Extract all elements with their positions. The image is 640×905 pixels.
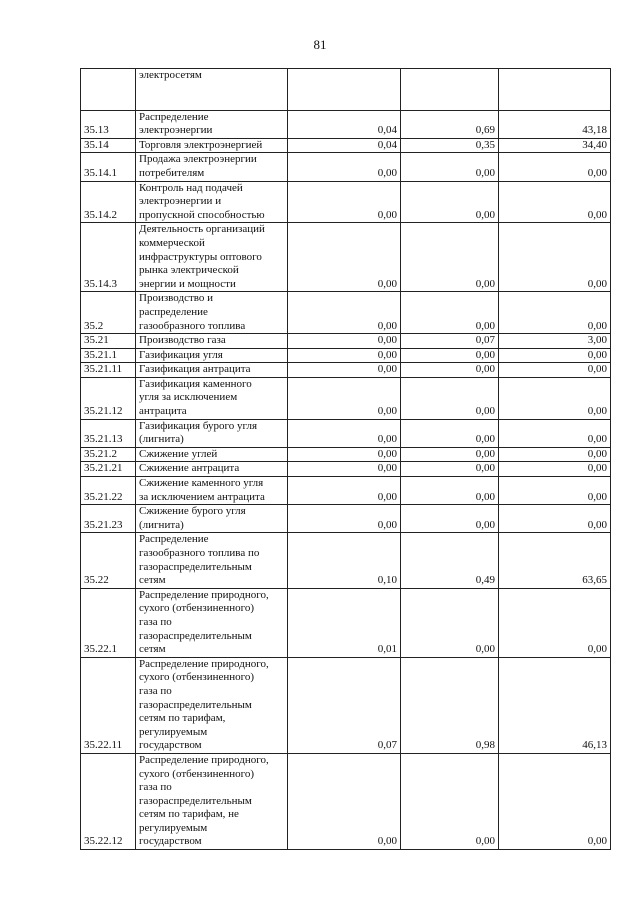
row-value-v2: 0,00 [401,447,499,462]
table-row [81,377,611,419]
row-value-v3: 63,65 [499,533,611,588]
row-name-line: Распределение природного, [139,588,269,601]
row-name-line: Сжижение каменного угля [139,477,264,490]
row-code: 35.21.1 [81,348,136,363]
row-name [136,419,288,447]
row-name-line: сетям по тарифам, [139,712,226,725]
row-value-v3: 0,00 [499,153,611,181]
row-name-line: электроэнергии [139,124,213,137]
row-name-line: энергии и мощности [139,277,236,290]
row-value-v1: 0,04 [288,110,401,138]
row-name [136,223,288,292]
row-name-line: сухого (отбензиненного) [139,602,255,615]
row-name-line: распределение [139,305,208,318]
row-value-v3: 46,13 [499,657,611,753]
table-row [81,153,611,181]
row-name [136,181,288,223]
row-name-line: Сжижение антрацита [139,462,240,475]
row-value-v3: 0,00 [499,505,611,533]
row-code: 35.21.23 [81,505,136,533]
row-value-v3 [499,69,611,111]
table-row [81,462,611,477]
table-row [81,223,611,292]
row-name [136,153,288,181]
row-name-line: сетям [139,574,166,587]
row-name-line: Сжижение углей [139,447,218,460]
row-name [136,69,288,111]
row-name-line: газораспределительным [139,560,252,573]
row-name-line: газообразного топлива по [139,547,260,559]
row-code: 35.22.12 [81,753,136,849]
row-name-line: регулируемым [139,821,208,834]
row-name-line: газораспределительным [139,629,252,642]
row-value-v1: 0,07 [288,657,401,753]
row-value-v1: 0,00 [288,377,401,419]
table-row [81,753,611,849]
row-name-line: Газификация антрацита [139,363,251,376]
row-code: 35.21.22 [81,477,136,505]
row-name [136,753,288,849]
row-name-line: электроэнергии и [139,195,222,208]
row-name-line: сухого (отбензиненного) [139,671,255,684]
row-code: 35.21 [81,334,136,349]
row-value-v1: 0,00 [288,181,401,223]
row-name-line: Контроль над подачей [139,181,243,194]
row-value-v2: 0,00 [401,377,499,419]
row-name-line: Производство и [139,292,214,305]
row-name-line: Производство газа [139,334,226,347]
row-name-line: коммерческой [139,236,205,249]
row-name [136,462,288,477]
row-name-line: газа по [139,684,172,697]
table-row [81,419,611,447]
row-value-v1: 0,00 [288,348,401,363]
row-code [81,69,136,111]
table-row [81,69,611,111]
row-name-line: угля за исключением [139,391,238,404]
row-value-v1: 0,00 [288,477,401,505]
row-value-v3: 0,00 [499,419,611,447]
row-name-line: Газификация угля [139,348,223,361]
table-row [81,657,611,753]
row-value-v3: 0,00 [499,223,611,292]
row-value-v1: 0,00 [288,223,401,292]
row-value-v1: 0,00 [288,505,401,533]
row-value-v3: 0,00 [499,753,611,849]
row-code: 35.21.21 [81,462,136,477]
row-value-v1: 0,00 [288,363,401,378]
row-name-line: Газификация бурого угля [139,419,258,432]
row-value-v2: 0,00 [401,153,499,181]
row-name [136,348,288,363]
row-value-v1: 0,00 [288,153,401,181]
row-value-v3: 43,18 [499,110,611,138]
row-code: 35.21.11 [81,363,136,378]
row-name [136,657,288,753]
row-value-v2: 0,00 [401,292,499,334]
row-name-line: сетям [139,643,166,656]
row-name-line: Распределение природного, [139,657,269,670]
row-value-v3: 3,00 [499,334,611,349]
row-name [136,377,288,419]
row-value-v2: 0,00 [401,181,499,223]
row-name-line: сетям по тарифам, не [139,808,239,821]
row-name-line: Газификация каменного [139,377,252,390]
row-value-v2: 0,07 [401,334,499,349]
row-value-v3: 0,00 [499,348,611,363]
row-name-line: газообразного топлива [139,319,246,332]
row-code: 35.13 [81,110,136,138]
row-value-v2: 0,00 [401,363,499,378]
table-row [81,447,611,462]
row-name [136,477,288,505]
row-name-line: Сжижение бурого угля [139,505,246,518]
row-name [136,588,288,657]
table-row [81,363,611,378]
row-value-v2: 0,00 [401,477,499,505]
row-code: 35.21.13 [81,419,136,447]
row-name-line: Распределение природного, [139,753,269,766]
row-code: 35.2 [81,292,136,334]
table-body [81,69,611,850]
row-name-line: газа по [139,781,172,794]
table-row [81,334,611,349]
table-row [81,348,611,363]
row-name-line: Торговля электроэнергией [139,138,263,151]
row-value-v1: 0,00 [288,419,401,447]
row-value-v1: 0,00 [288,462,401,477]
row-value-v2: 0,00 [401,588,499,657]
row-code: 35.14 [81,138,136,153]
row-name-line: сухого (отбензиненного) [139,767,255,780]
table-row [81,588,611,657]
row-value-v1: 0,00 [288,334,401,349]
row-name-line: антрацита [139,405,187,418]
row-value-v2: 0,00 [401,462,499,477]
page-number: 81 [313,37,327,52]
row-name-line: Распределение [139,110,209,123]
row-value-v3: 0,00 [499,363,611,378]
table-row [81,292,611,334]
row-code: 35.22.11 [81,657,136,753]
row-code: 35.14.2 [81,181,136,223]
row-value-v3: 0,00 [499,462,611,477]
row-name [136,533,288,588]
row-value-v1: 0,01 [288,588,401,657]
row-value-v3: 34,40 [499,138,611,153]
row-name-line: инфраструктуры оптового [139,250,262,263]
row-name-line: потребителям [139,166,205,179]
row-value-v1: 0,10 [288,533,401,588]
table-row [81,477,611,505]
row-code: 35.22.1 [81,588,136,657]
row-code: 35.22 [81,533,136,588]
table-row [81,138,611,153]
row-name-line: за исключением антрацита [139,490,265,503]
row-name-line: (лигнита) [139,518,184,531]
row-name-line: государством [139,835,202,848]
row-name-line: Продажа электроэнергии [139,153,257,166]
data-table [80,68,611,850]
row-name-line: газа по [139,615,172,628]
row-code: 35.14.3 [81,223,136,292]
row-name-line: рынка электрической [139,264,239,277]
row-value-v2: 0,35 [401,138,499,153]
row-value-v1: 0,04 [288,138,401,153]
table-row [81,181,611,223]
row-code: 35.21.12 [81,377,136,419]
row-value-v1: 0,00 [288,447,401,462]
row-value-v2: 0,98 [401,657,499,753]
row-value-v2: 0,00 [401,505,499,533]
row-value-v2: 0,00 [401,753,499,849]
row-value-v3: 0,00 [499,588,611,657]
row-name [136,334,288,349]
row-name-line: газораспределительным [139,794,252,807]
row-name-line: Распределение [139,533,209,546]
row-value-v3: 0,00 [499,181,611,223]
row-value-v2: 0,49 [401,533,499,588]
row-value-v2 [401,69,499,111]
row-name [136,505,288,533]
row-value-v3: 0,00 [499,447,611,462]
row-value-v2: 0,69 [401,110,499,138]
row-name [136,138,288,153]
row-code: 35.14.1 [81,153,136,181]
row-value-v1: 0,00 [288,753,401,849]
row-name-line: государством [139,739,202,752]
row-value-v1: 0,00 [288,292,401,334]
row-value-v2: 0,00 [401,348,499,363]
row-name-line: Деятельность организаций [139,223,265,236]
table-row [81,533,611,588]
table-row [81,110,611,138]
row-value-v3: 0,00 [499,292,611,334]
row-name [136,292,288,334]
row-value-v2: 0,00 [401,419,499,447]
row-name-line: регулируемым [139,725,208,738]
row-value-v3: 0,00 [499,477,611,505]
row-name [136,110,288,138]
row-name-line: пропускной способностью [139,208,265,221]
table-row [81,505,611,533]
row-value-v1 [288,69,401,111]
row-code: 35.21.2 [81,447,136,462]
row-value-v2: 0,00 [401,223,499,292]
row-name-line: электросетям [139,69,202,81]
row-name [136,447,288,462]
row-name-line: (лигнита) [139,433,184,446]
row-value-v3: 0,00 [499,377,611,419]
row-name [136,363,288,378]
row-name-line: газораспределительным [139,698,252,711]
